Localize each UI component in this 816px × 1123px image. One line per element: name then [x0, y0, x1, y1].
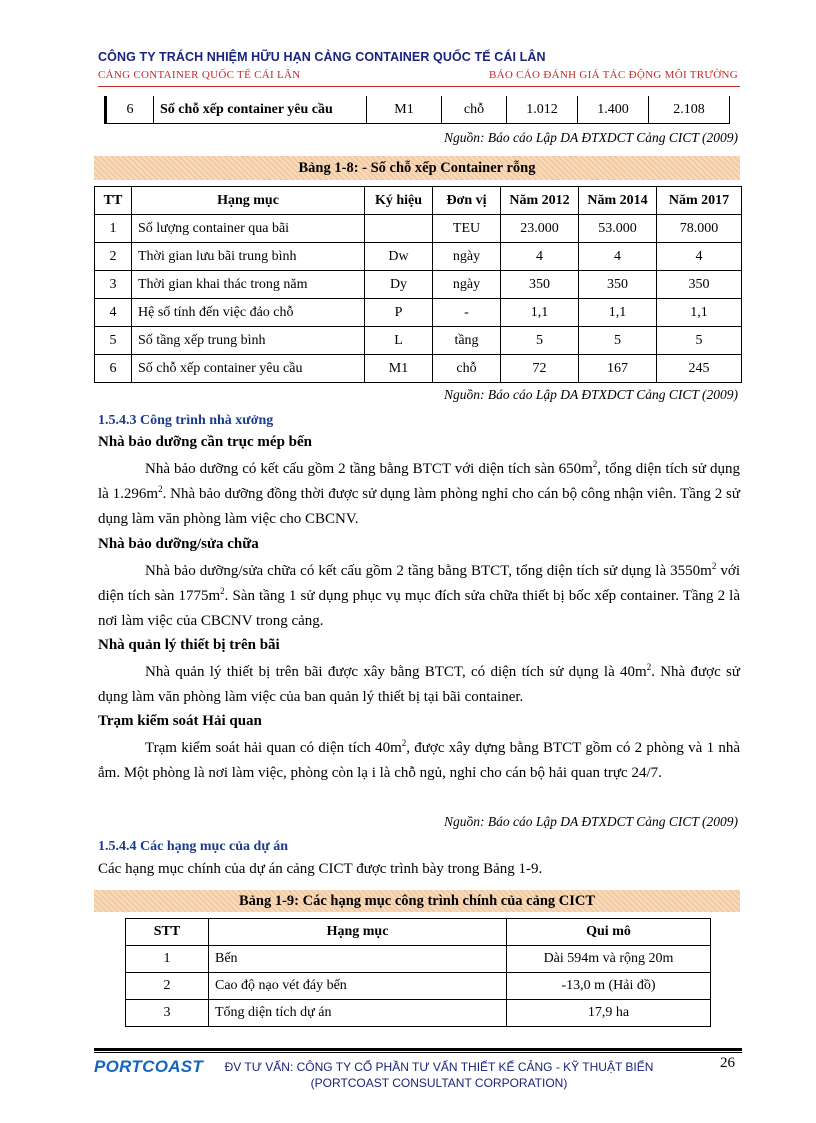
paragraph: [98, 736, 740, 786]
header-company: CÔNG TY TRÁCH NHIỆM HỮU HẠN CẢNG CONTAINER QUỐC TẾ CÁI LÂN: [98, 50, 546, 64]
text-span: , tổng diện tích sử dụng là 1.296m: [98, 461, 740, 502]
portcoast-logo: PORTCOAST: [94, 1057, 204, 1076]
subheading: Nhà quản lý thiết bị trên bãi: [98, 637, 280, 653]
column-header: Hạng mục: [209, 919, 507, 946]
paragraph: [98, 457, 740, 532]
table-cell: Bến: [209, 946, 507, 973]
table-cell: 17,9 ha: [507, 1000, 711, 1027]
table-row: [106, 96, 730, 124]
text-span: . Nhà được sử dụng làm văn phòng làm việc của ban quản lý thiết bị tại bãi container.: [98, 664, 740, 705]
table-cell: 4: [579, 243, 657, 271]
prev-table-continuation: [104, 96, 730, 124]
footer-divider-thin: [94, 1052, 742, 1053]
paragraph: [98, 559, 740, 634]
table-cell: 2: [126, 973, 209, 1000]
footer-line1: ĐV TƯ VẤN: CÔNG TY CỔ PHẦN TƯ VẤN THIẾT KẾ CẢNG - KỸ THUẬT BIỂN: [224, 1060, 654, 1074]
table-cell: Dw: [365, 243, 433, 271]
table-cell: 1: [126, 946, 209, 973]
table-header-row: [95, 187, 742, 215]
table-cell: 23.000: [501, 215, 579, 243]
table-cell: Hệ số tính đến việc đảo chỗ: [132, 299, 365, 327]
source-note: Nguồn: Báo cáo Lập DA ĐTXDCT Cảng CICT (2009): [443, 814, 738, 829]
table-cell: Thời gian lưu bãi trung bình: [132, 243, 365, 271]
superscript: 2: [401, 738, 407, 748]
table-row: [95, 215, 742, 243]
table-row: [95, 271, 742, 299]
table-cell: 5: [579, 327, 657, 355]
table-cell: 1,1: [579, 299, 657, 327]
table-cell: 1: [95, 215, 132, 243]
table-cell: 5: [95, 327, 132, 355]
paragraph: Các hạng mục chính của dự án cảng CICT được trình bày trong Bảng 1-9.: [98, 861, 543, 877]
column-header: Năm 2017: [657, 187, 742, 215]
table-caption: Bảng 1-8: - Số chỗ xếp Container rỗng: [94, 156, 740, 180]
table-cell: 1.012: [507, 96, 578, 124]
table-cell: ngày: [433, 243, 501, 271]
superscript: 2: [158, 484, 163, 494]
table-cell: Tổng diện tích dự án: [209, 1000, 507, 1027]
table-cell: 1,1: [501, 299, 579, 327]
table-cell: L: [365, 327, 433, 355]
subheading: Nhà bảo dưỡng cần trục mép bến: [98, 434, 312, 450]
table-cell: 4: [95, 299, 132, 327]
header-left: CẢNG CONTAINER QUỐC TẾ CÁI LÂN: [98, 69, 301, 81]
table-1-8: [94, 186, 742, 383]
table-cell: TEU: [433, 215, 501, 243]
table-cell: chỗ: [433, 355, 501, 383]
table-row: [126, 973, 711, 1000]
table-row: [95, 327, 742, 355]
text-span: Nhà bảo dưỡng/sửa chữa có kết cấu gồm 2 tầng bằng BTCT, tổng diện tích sử dụng là 3550m: [145, 563, 712, 579]
table-cell: 53.000: [579, 215, 657, 243]
source-note: Nguồn: Báo cáo Lập DA ĐTXDCT Cảng CICT (2009): [443, 387, 738, 402]
table-cell: 167: [579, 355, 657, 383]
table-cell: 350: [501, 271, 579, 299]
column-header: Năm 2012: [501, 187, 579, 215]
table-cell: 245: [657, 355, 742, 383]
table-cell: 4: [657, 243, 742, 271]
table-row: [126, 946, 711, 973]
table-row: [95, 243, 742, 271]
page-number: 26: [720, 1055, 735, 1071]
subheading: Nhà bảo dưỡng/sửa chữa: [98, 536, 259, 552]
table-cell: 350: [657, 271, 742, 299]
table-cell: Cao độ nạo vét đáy bến: [209, 973, 507, 1000]
table-cell: Số tầng xếp trung bình: [132, 327, 365, 355]
table-cell: 72: [501, 355, 579, 383]
table-cell: M1: [365, 355, 433, 383]
column-header: Năm 2014: [579, 187, 657, 215]
text-span: với diện tích sàn 1775m: [98, 563, 740, 604]
column-header: Đơn vị: [433, 187, 501, 215]
subheading: Trạm kiểm soát Hải quan: [98, 713, 262, 729]
table-cell: 6: [106, 96, 154, 124]
superscript: 2: [220, 586, 225, 596]
table-caption: Bảng 1-9: Các hạng mục công trình chính của cảng CICT: [94, 890, 740, 912]
table-cell: 2.108: [649, 96, 730, 124]
superscript: 2: [592, 459, 598, 469]
column-header: Hạng mục: [132, 187, 365, 215]
table-cell: 1,1: [657, 299, 742, 327]
table-cell: 6: [95, 355, 132, 383]
table-row: [126, 1000, 711, 1027]
header-divider: [98, 86, 740, 87]
text-span: . Sàn tầng 1 sử dụng phục vụ mục đích sửa chữa thiết bị bốc xếp container. Tầng 2 là nơi làm việc của CBCNV trong cảng.: [98, 588, 740, 629]
table-cell: 78.000: [657, 215, 742, 243]
table-cell: ngày: [433, 271, 501, 299]
table-cell: -: [433, 299, 501, 327]
table-cell: 2: [95, 243, 132, 271]
table-1-9: [125, 918, 711, 1027]
text-span: , được xây dựng bằng BTCT gồm có 2 phòng và 1 nhà ắm. Một phòng là nơi làm việc, phòng còn lạ i là chỗ ngủ, nghỉ cho cán bộ hải quan trực 24/7.: [98, 740, 740, 781]
footer-divider: [94, 1048, 742, 1051]
column-header: STT: [126, 919, 209, 946]
superscript: 2: [711, 561, 717, 571]
footer-consultant: [214, 1059, 664, 1091]
table-cell: -13,0 m (Hải đồ): [507, 973, 711, 1000]
table-cell: 350: [579, 271, 657, 299]
table-row: [95, 355, 742, 383]
table-cell: Số chỗ xếp container yêu cầu: [154, 96, 367, 124]
header-right: BÁO CÁO ĐÁNH GIÁ TÁC ĐỘNG MÔI TRƯỜNG: [488, 69, 738, 81]
column-header: Ký hiệu: [365, 187, 433, 215]
table-cell: 3: [126, 1000, 209, 1027]
source-note: Nguồn: Báo cáo Lập DA ĐTXDCT Cảng CICT (2009): [443, 130, 738, 145]
table-cell: [365, 215, 433, 243]
section-title: 1.5.4.3 Công trình nhà xưởng: [98, 413, 274, 428]
column-header: TT: [95, 187, 132, 215]
table-row: [95, 299, 742, 327]
table-cell: 4: [501, 243, 579, 271]
text-span: Trạm kiểm soát hải quan có diện tích 40m: [145, 740, 402, 756]
text-span: Nhà bảo dưỡng có kết cấu gồm 2 tầng bằng BTCT với diện tích sàn 650m: [145, 461, 593, 477]
superscript: 2: [646, 662, 652, 672]
table-cell: Dy: [365, 271, 433, 299]
text-span: . Nhà bảo dưỡng đồng thời được sử dụng làm phòng nghỉ cho cán bộ công nhận viên. Tầng 2 sử dụng làm văn phòng làm việc cho CBCNV.: [98, 486, 740, 527]
table-cell: 1.400: [578, 96, 649, 124]
table-cell: 5: [657, 327, 742, 355]
table-cell: M1: [367, 96, 442, 124]
table-cell: 5: [501, 327, 579, 355]
table-header-row: [126, 919, 711, 946]
table-cell: 3: [95, 271, 132, 299]
table-cell: Dài 594m và rộng 20m: [507, 946, 711, 973]
table-cell: Số lượng container qua bãi: [132, 215, 365, 243]
table-cell: chỗ: [442, 96, 507, 124]
text-span: Nhà quản lý thiết bị trên bãi được xây bằng BTCT, có diện tích sử dụng là 40m: [145, 664, 647, 680]
table-cell: P: [365, 299, 433, 327]
table-cell: Số chỗ xếp container yêu cầu: [132, 355, 365, 383]
paragraph: [98, 660, 740, 710]
table-cell: Thời gian khai thác trong năm: [132, 271, 365, 299]
section-title: 1.5.4.4 Các hạng mục của dự án: [98, 839, 289, 854]
footer-line2: (PORTCOAST CONSULTANT CORPORATION): [310, 1076, 568, 1090]
table-cell: tầng: [433, 327, 501, 355]
column-header: Qui mô: [507, 919, 711, 946]
